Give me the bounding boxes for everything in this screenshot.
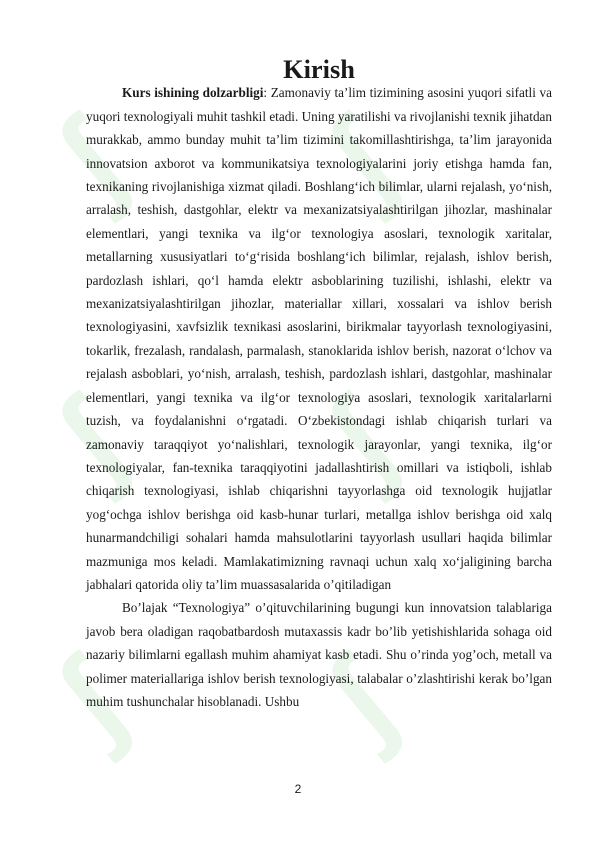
- watermark-logo: ʃ: [301, 95, 419, 225]
- watermark-logo: ʃ: [31, 375, 149, 505]
- paragraph-intro: [86, 81, 552, 596]
- paragraph-lead: Kurs ishining dolzarbligi: [122, 85, 264, 101]
- document-page: [86, 54, 552, 713]
- paragraph-second: Bo’lajak “Texnologiya” o’qituvchilarining bugungi kun innovatsion talablariga javob bera oladigan raqobatbardosh mutaxassis kadr bo’lib yetishishlarida sohaga oid nazariy bilimlarni egallash muhim ahamiyat kasb etadi. Shu o’rinda yog’och, metall va polimer materiallariga ishlov berish texnologiyasi, talabalar o’zlashtirishi kerak bo’lgan muhim tushunchalar hisoblanadi. Ushbu: [86, 600, 552, 709]
- watermark-logo: ʃ: [31, 635, 149, 765]
- watermark-logo: ʃ: [301, 635, 419, 765]
- page-number: 2: [294, 782, 302, 796]
- page-title: Kirish: [283, 54, 355, 84]
- watermark-logo: ʃ: [301, 375, 419, 505]
- watermark-logo: ʃ: [31, 95, 149, 225]
- paragraph-body: : Zamonaviy ta’lim tizimining asosini yuqori sifatli va yuqori texnologiyali muhit tashkil etadi. Uning yaratilishi va rivojlanishi texnik jihatdan murakkab, ammo bunday muhit ta’lim tizimini takomillashtirishga, ta’lim jarayonida innovatsion axborot va kommunikatsiya texnologiyalarini joriy etishga hamda fan, texnikaning rivojlanishiga xizmat qiladi. Boshlang‘ich bilimlar, ularni rejalash, yo‘nish, arralash, teshish, dastgohlar, elektr va mexanizatsiyalashtirilgan jihozlar, mashinalar elementlari, yangi texnika va ilg‘or texnologiya asoslari, texnologik xaritalar, metallarning xususiyatlari to‘g‘risida boshlang‘ich bilimlar, rejalash, ishlov berish, pardozlash ishlari, qo‘l hamda elektr asboblarining tuzilishi, ishlashi, elektr va mexanizatsiyalashtirilgan jihozlar, materiallar xillari, xossalari va ishlov berish texnologiyasini, xavfsizlik texnikasi asoslarini, birikmalar tayyorlash texnologiyasini, tokarlik, frezalash, randalash, parmalash, stanoklarida ishlov berish, nazorat o‘lchov va rejalash asboblari, yo‘nish, arralash, teshish, pardozlash ishlari, dastgohlar, mashinalar elementlari, yangi texnika va ilg‘or texnologiya asoslari, texnologik xaritalarlarni tuzish, va foydalanishni o‘rgatadi. O‘zbekistondagi ishlab chiqarish turlari va zamonaviy taraqqiyot yo‘nalishlari, texnologik jarayonlar, yangi texnika, ilg‘or texnologiyalar, fan-texnika taraqqiyotini jadallashtirish omillari va istiqboli, ishlab chiqarish texnologiyasi, ishlab chiqarishni tayyorlashga oid texnologik hujjatlar yog‘ochga ishlov berishga oid kasb-hunar turlari, metallga ishlov berishga oid xalq hunarmandchiligi sohalari hamda mahsulotlarini tayyorlash usullari haqida bilimlar mazmuniga mos keladi. Mamlakatimizning ravnaqi uchun xalq xo‘jaligining barcha jabhalari qatorida oliy ta’lim muassasalarida o’qitiladigan: [86, 85, 552, 592]
